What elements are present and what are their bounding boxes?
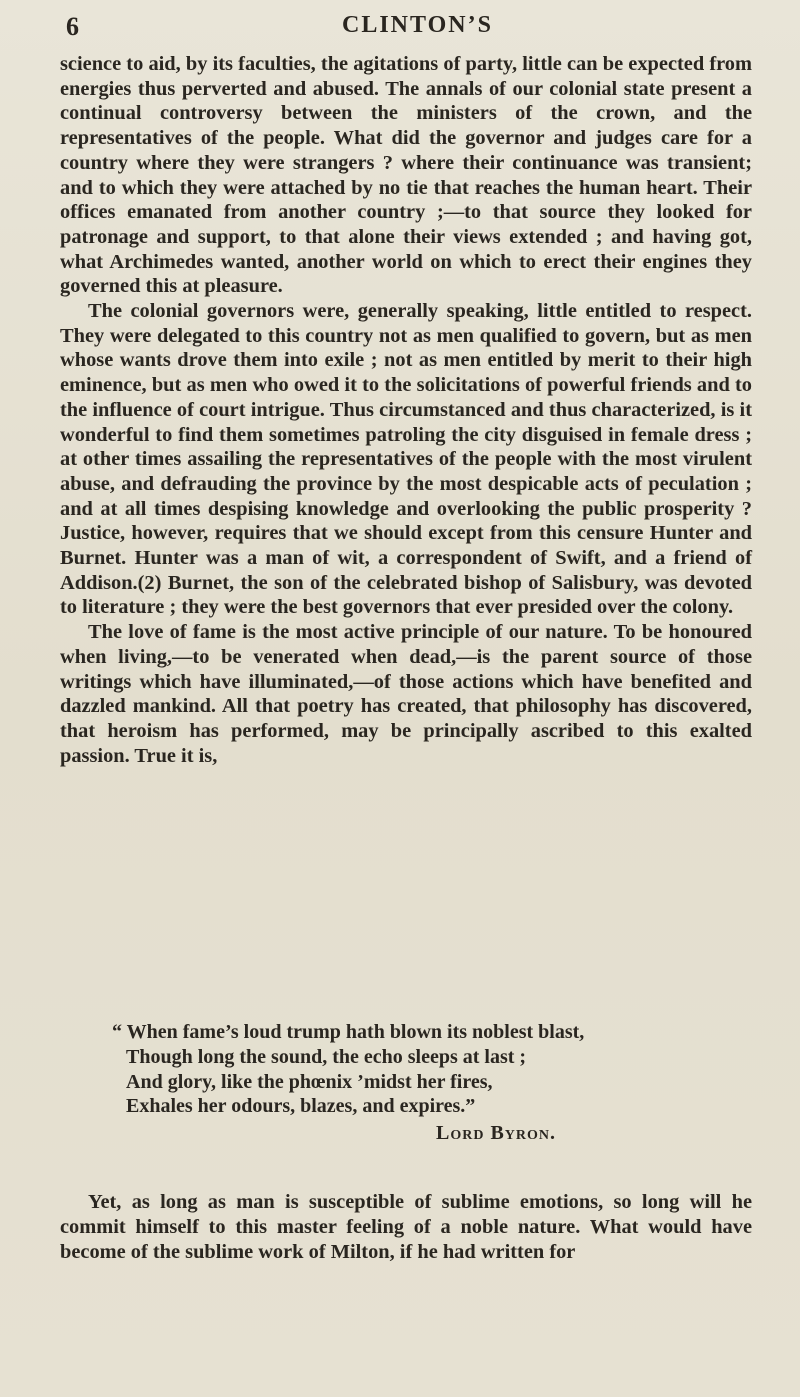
verse-line-4: Exhales her odours, blazes, and expires.” bbox=[126, 1095, 476, 1118]
running-head: CLINTON’S bbox=[342, 12, 493, 38]
paragraph-4: Yet, as long as man is susceptible of sublime emotions, so long will he commit himself to this master feeling of a noble nature. What would have become of the sublime work of Milton, if he had written for bbox=[60, 1191, 752, 1263]
paragraph-1: science to aid, by its faculties, the agitations of party, little can be expected from energies thus perverted and abused. The annals of our colonial state present a continual controversy between the ministers of the crown, and the representatives of the people. What did the governor and judges care for a country where they were strangers ? where their continuance was transient; and to which they were attached by no tie that reaches the human heart. Their offices emanated from another country ;—to that source they looked for patronage and support, to that alone their views extended ; and having got, what Archimedes wanted, another world on which to erect their engines they governed this at pleasure. bbox=[60, 53, 752, 298]
verse-line-2: Though long the sound, the echo sleeps at last ; bbox=[126, 1045, 527, 1068]
verse-quotation bbox=[112, 1020, 732, 1119]
continuation-text bbox=[60, 1190, 752, 1265]
main-text bbox=[60, 52, 752, 768]
paragraph-3: The love of fame is the most active principle of our nature. To be honoured when living,—to be venerated when dead,—is the parent source of those writings which have illuminated,—of those actions which have benefited and dazzled mankind. All that poetry has created, that philosophy has discovered, that heroism has performed, may be principally ascribed to this exalted passion. True it is, bbox=[60, 621, 752, 767]
quote-attribution: Lord Byron. bbox=[436, 1122, 557, 1144]
verse-line-3: And glory, like the phœnix ’midst her fires, bbox=[126, 1070, 493, 1093]
verse-line-1: “ When fame’s loud trump hath blown its noblest blast, bbox=[112, 1021, 585, 1043]
paragraph-2: The colonial governors were, generally speaking, little entitled to respect. They were delegated to this country not as men qualified to govern, but as men whose wants drove them into exile ; not as men entitled by merit to their high eminence, but as men who owed it to the solicitations of powerful friends and to the influence of court intrigue. Thus circumstanced and thus characterized, is it wonderful to find them sometimes patroling the city disguised in female dress ; at other times assailing the representatives of the people with the most virulent abuse, and defrauding the province by the most despicable acts of peculation ; and at all times despising knowledge and overlooking the public prosperity ? Justice, however, requires that we should except from this censure Hunter and Burnet. Hunter was a man of wit, a correspondent of Swift, and a friend of Addison.(2) Burnet, the son of the celebrated bishop of Salisbury, was devoted to literature ; they were the best governors that ever presided over the colony. bbox=[60, 300, 752, 619]
page-number: 6 bbox=[66, 12, 80, 41]
page-header bbox=[0, 8, 800, 48]
